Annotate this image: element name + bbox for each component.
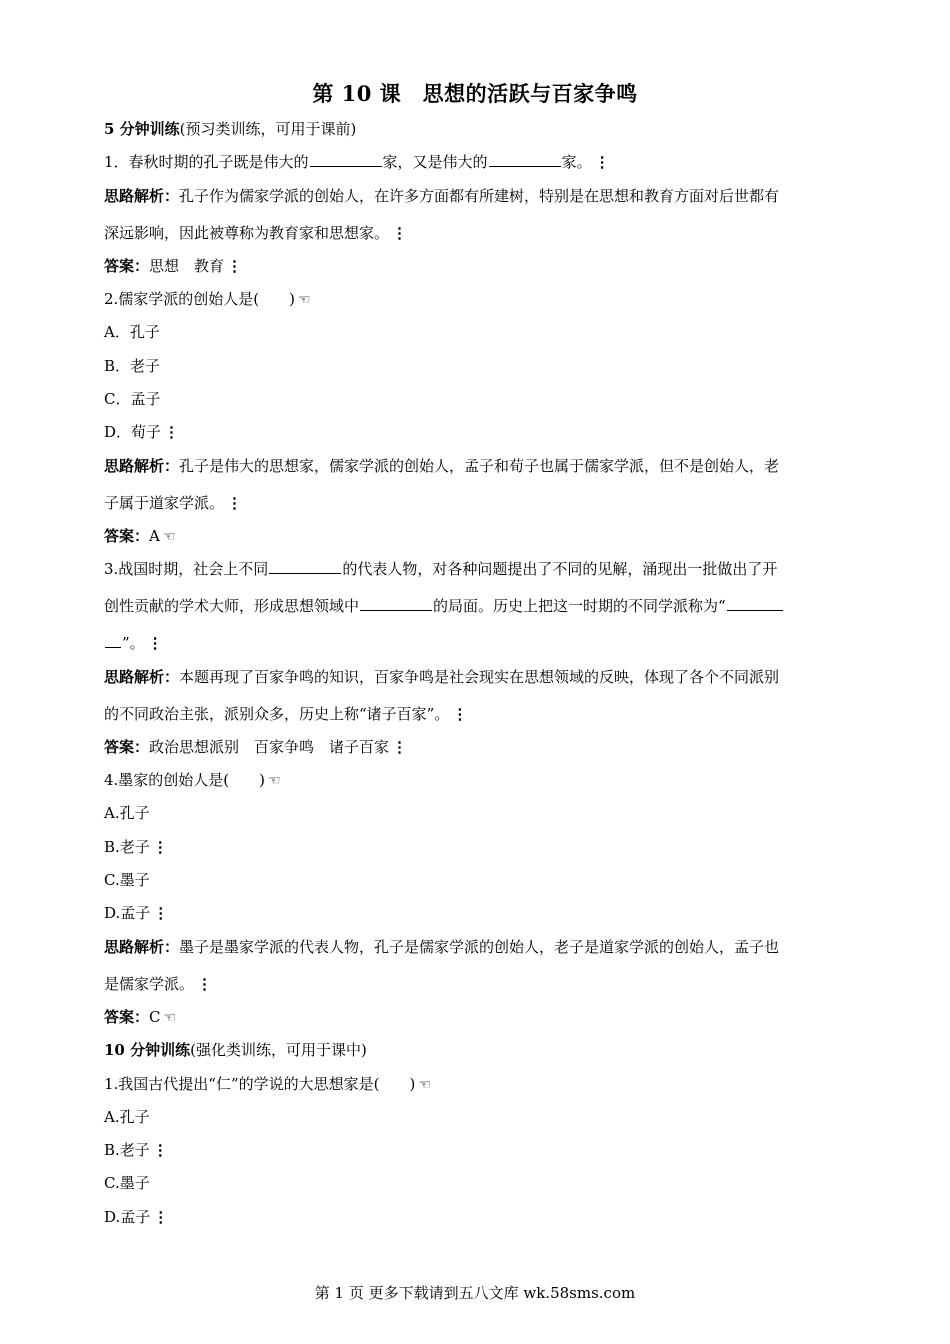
fill-blank: [105, 633, 121, 648]
fill-blank: [360, 596, 432, 611]
analysis-text: 孔子是伟大的思想家，儒家学派的创始人，孟子和荀子也属于儒家学派，但不是创始人，老: [179, 456, 780, 475]
option-item: [104, 902, 864, 935]
dots-mark: ⋮: [227, 256, 243, 275]
pointing-hand-icon: ☜: [162, 528, 176, 545]
page-title: 第 10 课 思想的活跃与百家争鸣: [312, 81, 638, 106]
fill-blank: [310, 152, 382, 167]
analysis-line: [104, 492, 864, 525]
answer-text: A: [149, 526, 160, 545]
question-3-line2: [104, 595, 864, 632]
q3-text-c: 创性贡献的学术大师，形成思想领域中: [104, 597, 360, 616]
section-note: (强化类训练，可用于课中): [190, 1041, 367, 1060]
section-heading: [104, 1039, 864, 1072]
analysis-line: [104, 666, 864, 703]
answer-line: [104, 736, 864, 769]
section-heading: [104, 118, 864, 151]
analysis-text: 孔子作为儒家学派的创始人，在许多方面都有所建树，特别是在思想和教育方面对后世都有: [179, 186, 780, 205]
option-item: C.墨子: [104, 1174, 150, 1193]
dots-mark: ⋮: [153, 904, 169, 923]
option-item: [104, 1139, 864, 1172]
option-item: [104, 836, 864, 869]
pointing-hand-icon: ☜: [268, 773, 281, 790]
option-item: A.孔子: [104, 1107, 150, 1126]
dots-mark: ⋮: [164, 423, 180, 442]
dots-mark: ⋮: [197, 974, 213, 993]
analysis-text: 深远影响，因此被尊称为教育家和思想家。: [104, 223, 390, 242]
question-5: [104, 1073, 864, 1106]
answer-label: 答案：: [104, 1007, 150, 1026]
analysis-line: [104, 936, 864, 973]
option-text: D.孟子: [104, 1207, 151, 1226]
answer-label: 答案：: [104, 256, 150, 275]
q3-text-e: ”。: [122, 634, 145, 653]
option-item: C.墨子: [104, 871, 150, 890]
q1-text-b: 家，又是伟大的: [382, 153, 488, 172]
analysis-label: 思路解析：: [104, 937, 180, 956]
dots-mark: ⋮: [452, 704, 468, 723]
question-2: [104, 288, 864, 321]
question-3: [104, 558, 864, 595]
answer-text: 思想 教育: [149, 256, 225, 275]
page-footer: 第 1 页 更多下载请到五八文库 wk.58sms.com: [314, 1284, 636, 1302]
dots-mark: ⋮: [392, 737, 408, 756]
question-stem: 4.墨家的创始人是( ): [104, 771, 266, 790]
analysis-line: [104, 455, 864, 492]
option-text: D．荀子: [104, 423, 162, 442]
option-text: B.老子: [104, 1141, 150, 1160]
dots-mark: ⋮: [227, 493, 243, 512]
option-item: C．孟子: [104, 390, 161, 409]
option-item: B．老子: [104, 356, 161, 375]
analysis-line: [104, 185, 864, 222]
analysis-line: [104, 973, 864, 1006]
answer-line: [104, 1006, 864, 1039]
section-head: 10 分钟训练: [104, 1041, 191, 1060]
fill-blank: [727, 596, 783, 611]
q3-text-a: 3.战国时期，社会上不同: [104, 560, 269, 579]
pointing-hand-icon: ☜: [418, 1076, 431, 1093]
analysis-text: 是儒家学派。: [104, 974, 195, 993]
fill-blank: [489, 152, 561, 167]
section-note: (预习类训练，可用于课前): [179, 120, 357, 138]
q3-text-b: 的代表人物，对各种问题提出了不同的见解，涌现出一批做出了开: [342, 560, 778, 579]
dots-mark: ⋮: [147, 634, 163, 653]
q1-text-c: 家。: [561, 153, 592, 172]
option-item: [104, 421, 864, 454]
analysis-line: [104, 222, 864, 255]
dots-mark: ⋮: [153, 1207, 169, 1226]
pointing-hand-icon: ☜: [298, 292, 311, 309]
question-1: [104, 151, 864, 184]
fill-blank: [269, 559, 341, 574]
question-stem: 1.我国古代提出“仁”的学说的大思想家是( ): [104, 1074, 416, 1093]
analysis-label: 思路解析：: [104, 456, 180, 475]
answer-label: 答案：: [104, 526, 150, 545]
pointing-hand-icon: ☜: [163, 1009, 177, 1026]
analysis-text: 墨子是墨家学派的代表人物，孔子是儒家学派的创始人，老子是道家学派的创始人，孟子也: [179, 937, 780, 956]
analysis-label: 思路解析：: [104, 186, 180, 205]
question-stem: 2.儒家学派的创始人是( ): [104, 290, 296, 309]
q1-text-a: 1．春秋时期的孔子既是伟大的: [104, 153, 309, 172]
option-item: A.孔子: [104, 804, 150, 823]
question-3-line3: [104, 632, 864, 665]
dots-mark: ⋮: [152, 1141, 168, 1160]
section-head: 5 分钟训练: [104, 120, 180, 138]
analysis-text: 本题再现了百家争鸣的知识，百家争鸣是社会现实在思想领域的反映，体现了各个不同派别: [179, 667, 780, 686]
dots-mark: ⋮: [392, 223, 408, 242]
dots-mark: ⋮: [594, 153, 610, 172]
analysis-line: [104, 703, 864, 736]
analysis-label: 思路解析：: [104, 667, 180, 686]
option-item: [104, 1206, 864, 1239]
analysis-text: 的不同政治主张，派别众多，历史上称“诸子百家”。: [104, 704, 450, 723]
analysis-text: 子属于道家学派。: [104, 493, 225, 512]
answer-label: 答案：: [104, 737, 150, 756]
answer-line: [104, 255, 864, 288]
q3-text-d: 的局面。历史上把这一时期的不同学派称为“: [433, 597, 726, 616]
document-body: [104, 118, 864, 1239]
answer-text: C: [149, 1007, 161, 1026]
option-text: D.孟子: [104, 904, 151, 923]
answer-line: [104, 525, 864, 558]
question-4: [104, 769, 864, 802]
option-text: B.老子: [104, 837, 150, 856]
option-item: A．孔子: [104, 323, 160, 342]
dots-mark: ⋮: [152, 837, 168, 856]
answer-text: 政治思想派别 百家争鸣 诸子百家: [149, 737, 390, 756]
